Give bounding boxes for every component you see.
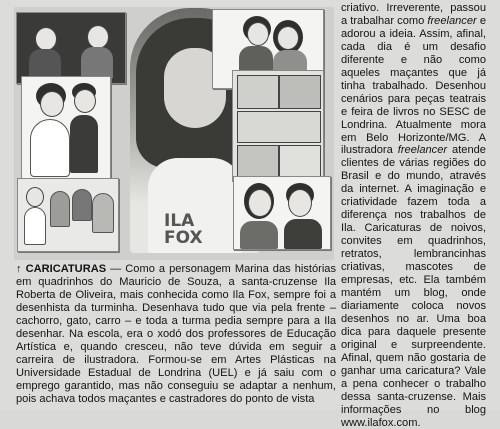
right-column-paragraph bbox=[341, 2, 486, 429]
bottom-body-text: Como a personagem Marina das histórias em quadrinhos do Mauricio de Souza, a santa-cruzense Ila Roberta de Oliveira, mais conhecida como Ila Fox, sempre foi a desenhista da turminha. Desenhava tudo que via pela frente – cachorro, gato, carro – e toda a turma pedia sempre para a Ila desenhar. Na escola, era o xodó dos professores de Educação Artística e, quando cresceu, não teve dúvida em seguir a carreira de ilustradora. Formou-se em Artes Plásticas na Universidade Estadual de Londrina (UEL) e já saiu com o emprego garantido, mas não conseguiu se adaptar a nenhum, pois achava todos maçantes e castradores do ponto de vista bbox=[16, 263, 337, 405]
section-label: CARICATURAS bbox=[25, 263, 107, 275]
right-text-part1: criativo. Irreverente, passou a trabalhar como bbox=[341, 2, 486, 27]
right-text-part3: atende clientes de várias regiões do Brasil e do mundo, através da internet. A imaginação e criatividade fazem toda a diferença nos trabalhos de Ila. Caricaturas de noivos, convites em quadrinhos, retratos, lembrancinhas criativas, mascotes de empresas, etc. Ela também mantém um blog, onde diariamente coloca novos desenhos no ar. Uma boa dica para daquele presente original e surpreendente. Afinal, quem não gostaria de ganhar uma caricatura? Vale a pena conhecer o trabalho dessa santa-cruzense. Mais informações no blog www.ilafox.com. bbox=[341, 144, 486, 429]
arrow-up-icon: ↑ bbox=[16, 263, 22, 275]
shirt-text: ILA FOX bbox=[164, 211, 203, 248]
bottom-paragraph: ↑ CARICATURAS — Como a personagem Marina das histórias em quadrinhos do Mauricio de Souza, a santa-cruzense Ila Roberta de Oliveira, mais conhecida como Ila Fox, sempre foi a desenhista da turminha. Desenhava tudo que via pela frente – cachorro, gato, carro – e toda a turma pedia sempre para a Ila desenhar. Na escola, era o xodó dos professores de Educação Artística e, quando cresceu, não teve dúvida em seguir a carreira de ilustradora. Formou-se em Artes Plásticas na Universidade Estadual de Londrina (UEL) e já saiu com o emprego garantido, mas não conseguiu se adaptar a nenhum, pois achava todos maçantes e castradores do ponto de vista bbox=[16, 263, 337, 405]
caricature-card-couple-dark bbox=[16, 12, 126, 84]
article-bottom-column bbox=[16, 263, 336, 405]
caricature-card-comic-strip bbox=[232, 70, 324, 182]
freelancer-term-2: freelancer bbox=[397, 144, 448, 157]
article-right-column bbox=[341, 2, 486, 429]
caricature-card-paper-doll bbox=[17, 178, 119, 252]
caricature-card-wedding bbox=[21, 76, 111, 182]
freelancer-term-1: freelancer bbox=[427, 14, 477, 27]
caricature-card-photo-couple bbox=[233, 176, 331, 250]
right-text-part2: e adorou a ideia. Assim, afinal, cada dia é um desafio diferente e não como aqueles maçantes que já tinha trabalhado. Desenhou cenários para peças teatrais e feira de livros no SESC de Londrina. Atualmente mora em Belo Horizonte/MG. A ilustradora bbox=[341, 14, 487, 157]
